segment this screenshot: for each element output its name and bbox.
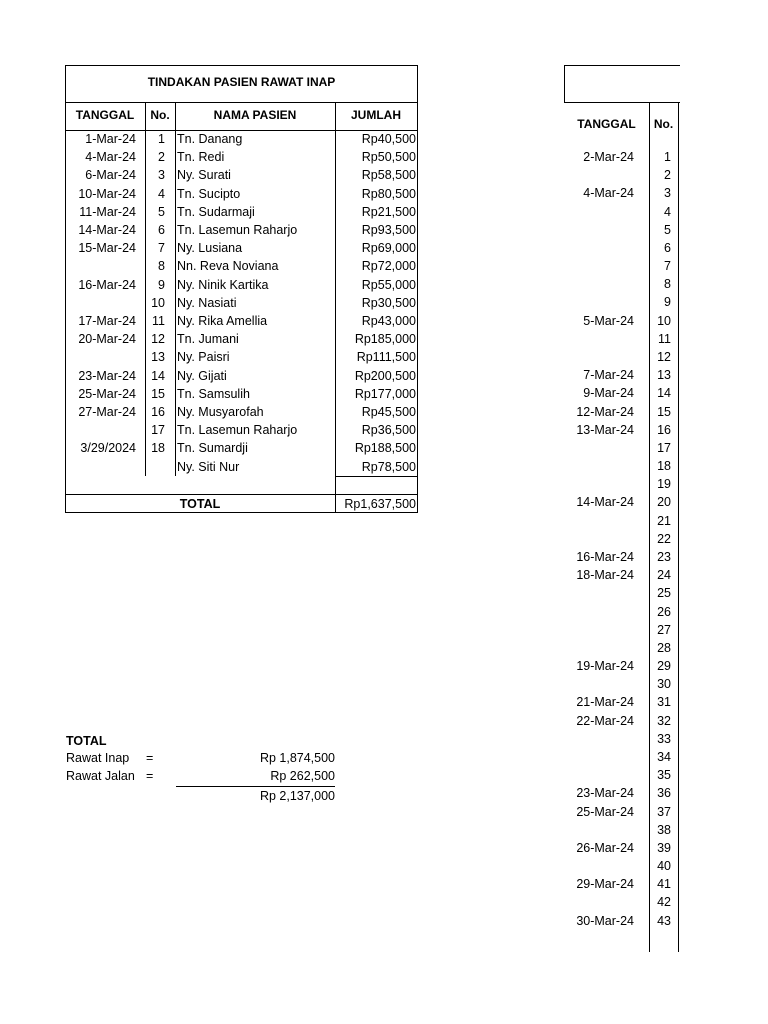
right-cell-tanggal xyxy=(564,475,634,493)
right-cell-no: 40 xyxy=(657,859,671,873)
left-cell-tanggal: 15-Mar-24 xyxy=(78,241,136,256)
right-cell-tanggal xyxy=(564,584,634,602)
right-cell-no: 26 xyxy=(657,604,671,619)
summary-label-inap: Rawat Inap xyxy=(66,751,130,765)
frame-right xyxy=(417,65,418,513)
right-cell-tanggal xyxy=(564,621,634,639)
left-cell-jumlah: Rp200,500 xyxy=(354,368,416,383)
right-cell-no: 19 xyxy=(657,477,671,492)
right-cell-tanggal xyxy=(564,257,634,275)
right-cell-tanggal xyxy=(564,293,634,311)
left-cell-jumlah: Rp185,000 xyxy=(354,332,416,347)
left-cell-no: 18 xyxy=(151,441,165,456)
left-cell-no: 3 xyxy=(158,168,165,183)
right-cell-no: 4 xyxy=(664,204,671,219)
left-cell-tanggal xyxy=(65,421,136,439)
left-cell-nama: Ny. Rika Amellia xyxy=(177,314,268,328)
right-cell-no: 39 xyxy=(657,840,671,855)
left-cell-jumlah: Rp80,500 xyxy=(361,186,416,201)
left-cell-no: 11 xyxy=(152,314,165,328)
frame-top xyxy=(65,65,418,66)
left-cell-nama: Ny. Siti Nur xyxy=(177,459,240,474)
left-cell-nama: Nn. Reva Noviana xyxy=(177,259,279,274)
left-cell-jumlah: Rp36,500 xyxy=(361,423,416,438)
right-cell-tanggal: 25-Mar-24 xyxy=(576,804,634,819)
right-cell-tanggal: 30-Mar-24 xyxy=(576,913,634,928)
right-cell-tanggal xyxy=(564,639,634,657)
left-cell-nama: Tn. Samsulih xyxy=(177,386,250,401)
right-cell-tanggal xyxy=(564,857,634,875)
right-cell-tanggal: 18-Mar-24 xyxy=(576,568,634,583)
right-cell-tanggal: 21-Mar-24 xyxy=(576,695,634,710)
right-cell-no: 13 xyxy=(657,368,671,383)
right-cell-no: 35 xyxy=(657,768,671,783)
left-cell-jumlah: Rp177,000 xyxy=(354,386,416,401)
left-cell-nama: Ny. Paisri xyxy=(177,350,230,365)
left-cell-nama: Tn. Sudarmaji xyxy=(177,204,255,219)
right-cell-no: 36 xyxy=(657,786,671,801)
left-cell-jumlah: Rp45,500 xyxy=(361,405,416,419)
left-cell-no: 5 xyxy=(158,204,165,219)
summary-label-jalan: Rawat Jalan xyxy=(66,769,135,783)
left-cell-jumlah: Rp93,500 xyxy=(361,223,416,237)
right-cell-no: 5 xyxy=(664,222,671,237)
right-cell-tanggal xyxy=(564,166,634,184)
left-cell-no: 10 xyxy=(151,295,165,310)
right-cell-no: 8 xyxy=(664,277,671,292)
left-cell-tanggal: 3/29/2024 xyxy=(80,441,136,456)
right-cell-no: 15 xyxy=(657,404,671,419)
right-cell-no: 23 xyxy=(657,550,671,564)
left-cell-tanggal: 4-Mar-24 xyxy=(85,150,136,165)
right-cell-tanggal xyxy=(564,766,634,784)
summary-value-jalan: Rp 262,500 xyxy=(270,769,335,783)
left-cell-jumlah: Rp69,000 xyxy=(361,241,416,256)
right-title-divider xyxy=(564,102,680,103)
right-cell-no: 7 xyxy=(664,259,671,274)
right-cell-tanggal: 19-Mar-24 xyxy=(576,659,634,673)
right-cell-no: 27 xyxy=(657,622,671,637)
right-cell-no: 12 xyxy=(657,350,671,364)
summary-title: TOTAL xyxy=(66,734,107,748)
right-cell-no: 33 xyxy=(657,731,671,746)
right-cell-tanggal xyxy=(564,275,634,293)
title-divider xyxy=(65,102,418,103)
left-cell-no: 2 xyxy=(158,150,165,165)
right-cell-no: 11 xyxy=(658,331,671,346)
right-cell-tanggal xyxy=(564,730,634,748)
right-cell-no: 32 xyxy=(657,713,671,728)
right-cell-no: 10 xyxy=(657,313,671,328)
left-cell-no: 4 xyxy=(158,186,165,201)
right-frame-top xyxy=(564,65,680,66)
right-cell-tanggal: 4-Mar-24 xyxy=(583,186,634,201)
header-nama: NAMA PASIEN xyxy=(213,108,297,122)
right-cell-no: 43 xyxy=(657,913,671,928)
right-cell-tanggal xyxy=(564,603,634,621)
total-value: Rp1,637,500 xyxy=(344,497,416,511)
right-cell-tanggal xyxy=(564,748,634,766)
right-cell-tanggal xyxy=(564,893,634,911)
left-cell-no: 13 xyxy=(151,350,165,365)
left-cell-no: 17 xyxy=(151,423,165,438)
right-cell-tanggal xyxy=(564,239,634,257)
right-cell-no: 1 xyxy=(664,150,671,164)
left-cell-jumlah: Rp43,000 xyxy=(361,314,416,328)
summary-value-inap: Rp 1,874,500 xyxy=(259,751,335,765)
right-cell-no: 16 xyxy=(657,422,671,437)
right-header-no: No. xyxy=(653,117,674,131)
left-cell-tanggal xyxy=(65,348,136,366)
subtotal-line xyxy=(335,476,418,477)
right-cell-no: 9 xyxy=(664,295,671,310)
left-cell-nama: Tn. Lasemun Raharjo xyxy=(177,423,298,438)
right-col-sep-2 xyxy=(678,102,679,952)
header-no: No. xyxy=(150,108,170,122)
left-cell-tanggal: 20-Mar-24 xyxy=(78,332,136,347)
right-cell-no: 42 xyxy=(657,895,671,910)
right-cell-no: 38 xyxy=(657,822,671,837)
right-cell-tanggal xyxy=(564,330,634,348)
left-cell-nama: Tn. Jumani xyxy=(177,332,239,347)
left-cell-no: 1 xyxy=(158,132,165,146)
left-cell-jumlah: Rp188,500 xyxy=(354,441,416,456)
right-cell-no: 14 xyxy=(657,386,671,401)
left-cell-tanggal xyxy=(65,294,136,312)
left-cell-tanggal: 25-Mar-24 xyxy=(78,386,136,401)
right-cell-tanggal xyxy=(564,675,634,693)
left-cell-tanggal xyxy=(65,257,136,275)
right-cell-tanggal: 26-Mar-24 xyxy=(576,840,634,855)
right-cell-no: 37 xyxy=(657,804,671,819)
right-cell-tanggal: 22-Mar-24 xyxy=(576,713,634,728)
left-cell-tanggal: 23-Mar-24 xyxy=(78,368,136,383)
left-cell-nama: Tn. Lasemun Raharjo xyxy=(177,223,298,237)
summary-grand-total: Rp 2,137,000 xyxy=(259,789,335,803)
right-cell-no: 20 xyxy=(657,495,671,510)
left-cell-nama: Ny. Ninik Kartika xyxy=(177,277,269,292)
left-cell-tanggal: 17-Mar-24 xyxy=(78,314,136,328)
right-cell-no: 6 xyxy=(664,240,671,255)
left-cell-nama: Tn. Danang xyxy=(177,132,243,146)
right-cell-tanggal xyxy=(564,439,634,457)
right-cell-tanggal xyxy=(564,530,634,548)
left-cell-jumlah: Rp72,000 xyxy=(361,259,416,274)
left-cell-nama: Ny. Musyarofah xyxy=(177,405,264,419)
summary-eq-inap: = xyxy=(146,751,154,765)
left-cell-no: 15 xyxy=(151,386,165,401)
left-cell-jumlah: Rp21,500 xyxy=(361,204,416,219)
right-cell-no: 25 xyxy=(657,586,671,601)
left-cell-tanggal: 16-Mar-24 xyxy=(78,277,136,292)
right-cell-no: 30 xyxy=(657,677,671,692)
left-cell-tanggal: 14-Mar-24 xyxy=(78,223,136,237)
left-cell-tanggal: 27-Mar-24 xyxy=(78,405,136,419)
left-cell-nama: Ny. Gijati xyxy=(177,368,227,383)
left-cell-nama: Ny. Lusiana xyxy=(177,241,243,256)
right-cell-tanggal: 23-Mar-24 xyxy=(576,786,634,801)
left-cell-nama: Tn. Sucipto xyxy=(177,186,241,201)
right-cell-tanggal: 29-Mar-24 xyxy=(576,877,634,892)
right-cell-tanggal xyxy=(564,203,634,221)
right-cell-tanggal: 12-Mar-24 xyxy=(576,404,634,419)
right-cell-tanggal: 16-Mar-24 xyxy=(576,550,634,564)
left-cell-nama: Tn. Redi xyxy=(177,150,225,165)
total-label: TOTAL xyxy=(179,497,221,511)
right-cell-tanggal: 7-Mar-24 xyxy=(583,368,634,383)
right-cell-tanggal: 13-Mar-24 xyxy=(576,422,634,437)
left-cell-jumlah: Rp111,500 xyxy=(356,350,416,365)
right-cell-no: 34 xyxy=(657,749,671,764)
right-cell-no: 28 xyxy=(657,640,671,655)
left-cell-jumlah: Rp30,500 xyxy=(361,295,416,310)
header-tanggal: TANGGAL xyxy=(75,108,135,122)
left-cell-nama: Tn. Sumardji xyxy=(177,441,248,456)
right-cell-tanggal: 2-Mar-24 xyxy=(583,150,634,164)
left-cell-nama: Ny. Surati xyxy=(177,168,231,183)
left-cell-nama: Ny. Nasiati xyxy=(177,295,237,310)
left-cell-no: 9 xyxy=(158,277,165,292)
left-cell-tanggal: 11-Mar-24 xyxy=(79,204,136,219)
left-cell-jumlah: Rp58,500 xyxy=(361,168,416,183)
right-cell-no: 3 xyxy=(664,186,671,201)
left-cell-jumlah: Rp50,500 xyxy=(361,150,416,165)
right-cell-no: 22 xyxy=(657,531,671,546)
left-cell-no: 8 xyxy=(158,259,165,274)
left-cell-jumlah: Rp40,500 xyxy=(361,132,416,146)
right-cell-no: 21 xyxy=(657,513,671,528)
left-cell-no: 16 xyxy=(151,405,165,419)
right-cell-no: 31 xyxy=(657,695,671,710)
right-cell-tanggal xyxy=(564,348,634,366)
left-cell-no: 12 xyxy=(151,332,165,347)
right-cell-no: 18 xyxy=(657,459,671,474)
left-cell-no: 6 xyxy=(158,223,165,237)
left-cell-no: 14 xyxy=(151,368,165,383)
right-cell-tanggal xyxy=(564,457,634,475)
right-cell-tanggal xyxy=(564,221,634,239)
left-cell-tanggal: 1-Mar-24 xyxy=(85,132,136,146)
right-header-tanggal: TANGGAL xyxy=(577,117,636,131)
left-cell-jumlah: Rp55,000 xyxy=(361,277,416,292)
right-cell-tanggal: 5-Mar-24 xyxy=(583,313,634,328)
right-cell-no: 2 xyxy=(664,168,671,183)
left-cell-tanggal xyxy=(65,458,136,476)
right-cell-tanggal: 14-Mar-24 xyxy=(576,495,634,510)
left-cell-tanggal: 10-Mar-24 xyxy=(78,186,136,201)
right-cell-no: 41 xyxy=(657,877,671,892)
right-frame-left xyxy=(564,65,565,102)
right-cell-tanggal xyxy=(564,821,634,839)
left-cell-tanggal: 6-Mar-24 xyxy=(85,168,136,183)
right-cell-no: 17 xyxy=(657,440,671,455)
left-cell-no xyxy=(145,458,165,476)
right-cell-tanggal: 9-Mar-24 xyxy=(583,386,634,401)
header-jumlah: JUMLAH xyxy=(351,108,401,122)
summary-eq-jalan: = xyxy=(146,769,154,783)
right-cell-no: 29 xyxy=(657,659,671,673)
right-cell-no: 24 xyxy=(657,568,671,583)
table-title: TINDAKAN PASIEN RAWAT INAP xyxy=(147,75,336,89)
left-cell-no: 7 xyxy=(158,241,165,256)
right-cell-tanggal xyxy=(564,512,634,530)
left-cell-jumlah: Rp78,500 xyxy=(361,459,416,474)
